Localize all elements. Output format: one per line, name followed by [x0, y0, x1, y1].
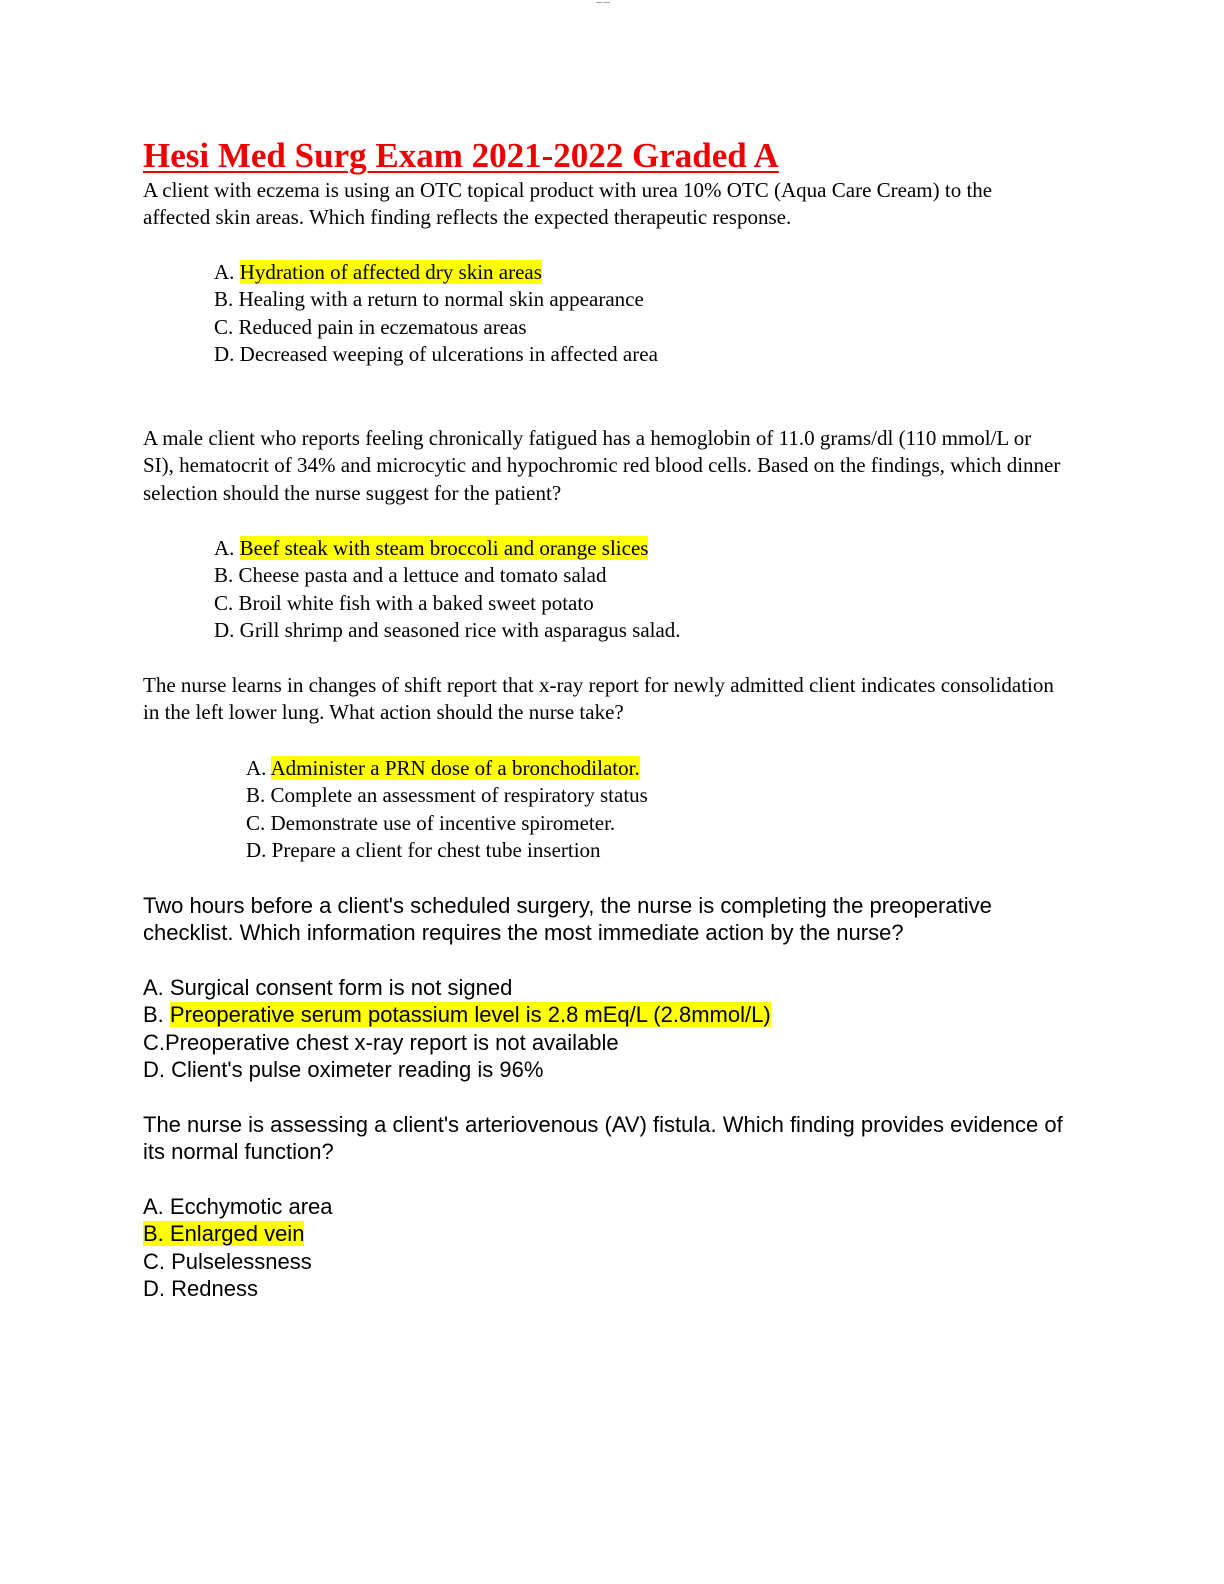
option-text-highlighted: Administer a PRN dose of a bronchodilator.	[270, 756, 640, 780]
option-text: Pulselessness	[171, 1248, 312, 1274]
option-letter: B.	[143, 1002, 170, 1028]
option-letter: A.	[214, 260, 240, 284]
option-text: Reduced pain in eczematous areas	[238, 314, 527, 339]
option-text: Cheese pasta and a lettuce and tomato salad	[238, 563, 607, 588]
option-letter: C.	[143, 1029, 165, 1055]
question-5-option-a	[143, 1193, 333, 1220]
option-letter: A.	[214, 536, 240, 560]
option-letter: D.	[143, 1275, 172, 1301]
option-letter: C.	[214, 590, 239, 615]
option-letter: A.	[246, 756, 271, 780]
question-5-text: The nurse is assessing a client's arteriovenous (AV) fistula. Which finding provides evidence of its normal function?	[143, 1112, 1063, 1165]
question-4-option-d	[143, 1056, 771, 1083]
question-2-option-d	[214, 617, 681, 644]
question-3-option-b	[246, 782, 648, 809]
question-5-option-c	[143, 1248, 333, 1275]
question-2-option-b	[214, 562, 681, 589]
option-letter: D.	[246, 837, 272, 862]
option-letter: D.	[143, 1056, 172, 1082]
question-1-option-d	[214, 341, 658, 368]
option-letter: D.	[214, 341, 240, 366]
option-text: Preoperative chest x-ray report is not available	[165, 1029, 619, 1055]
option-text: Redness	[171, 1275, 258, 1301]
question-3-options	[246, 755, 648, 864]
question-4-option-b	[143, 1001, 771, 1028]
question-2-option-c	[214, 590, 681, 617]
option-text: Grill shrimp and seasoned rice with asparagus salad.	[239, 617, 681, 642]
question-5-option-d	[143, 1275, 333, 1302]
question-1-text: A client with eczema is using an OTC topical product with urea 10% OTC (Aqua Care Cream) to the affected skin areas. Which finding reflects the expected therapeutic response.	[143, 178, 993, 230]
question-1-option-b	[214, 286, 658, 313]
option-letter: B.	[214, 563, 239, 588]
question-1-option-a	[214, 259, 658, 286]
option-letter: C.	[246, 810, 271, 835]
option-text-highlighted: Beef steak with steam broccoli and orange slices	[239, 536, 649, 560]
option-text: Decreased weeping of ulcerations in affected area	[239, 341, 658, 366]
question-4-option-c	[143, 1029, 771, 1056]
option-letter: B.	[246, 783, 271, 808]
question-5-option-b	[143, 1220, 333, 1247]
question-1-option-c	[214, 314, 658, 341]
question-3-option-c	[246, 810, 648, 837]
question-4-text: Two hours before a client's scheduled surgery, the nurse is completing the preoperative checklist. Which information requires the most immediate action by the nurse?	[143, 893, 992, 946]
option-letter: A.	[143, 1194, 170, 1219]
option-text-highlighted: Hydration of affected dry skin areas	[239, 260, 542, 284]
option-letter: D.	[214, 617, 240, 642]
option-text: Prepare a client for chest tube insertion	[271, 837, 601, 862]
question-3-option-a	[246, 755, 648, 782]
option-letter: B.	[214, 287, 239, 312]
question-2-options	[214, 535, 681, 644]
page-header-mark: —·—	[596, 0, 610, 6]
option-letter: C.	[214, 314, 239, 339]
option-letter: C.	[143, 1248, 172, 1274]
question-2-option-a	[214, 535, 681, 562]
page-title: Hesi Med Surg Exam 2021-2022 Graded A	[143, 136, 779, 175]
question-1-options	[214, 259, 658, 368]
option-text-highlighted: Preoperative serum potassium level is 2.8 mEq/L (2.8mmol/L)	[169, 1002, 771, 1028]
option-text: Broil white fish with a baked sweet potato	[238, 590, 594, 615]
option-text-highlighted: B. Enlarged vein	[143, 1221, 305, 1247]
option-text: Healing with a return to normal skin appearance	[238, 287, 644, 312]
option-text: Demonstrate use of incentive spirometer.	[270, 810, 616, 835]
question-2-text: A male client who reports feeling chronically fatigued has a hemoglobin of 11.0 grams/dl (110 mmol/L or SI), hematocrit of 34% and microcytic and hypochromic red blood cells. Based on the findings, which dinner selection should the nurse suggest for the patient?	[143, 426, 1061, 505]
question-5-options	[143, 1193, 333, 1302]
question-3-text: The nurse learns in changes of shift report that x-ray report for newly admitted client indicates consolidation in the left lower lung. What action should the nurse take?	[143, 673, 1054, 725]
option-text: Surgical consent form is not signed	[169, 975, 513, 1000]
option-text: Ecchymotic area	[169, 1194, 333, 1219]
question-4-option-a	[143, 974, 771, 1001]
option-text: Client's pulse oximeter reading is 96%	[171, 1056, 544, 1082]
question-3-option-d	[246, 837, 648, 864]
option-letter: A.	[143, 975, 170, 1000]
option-text: Complete an assessment of respiratory status	[270, 783, 648, 808]
question-4-options	[143, 974, 771, 1083]
